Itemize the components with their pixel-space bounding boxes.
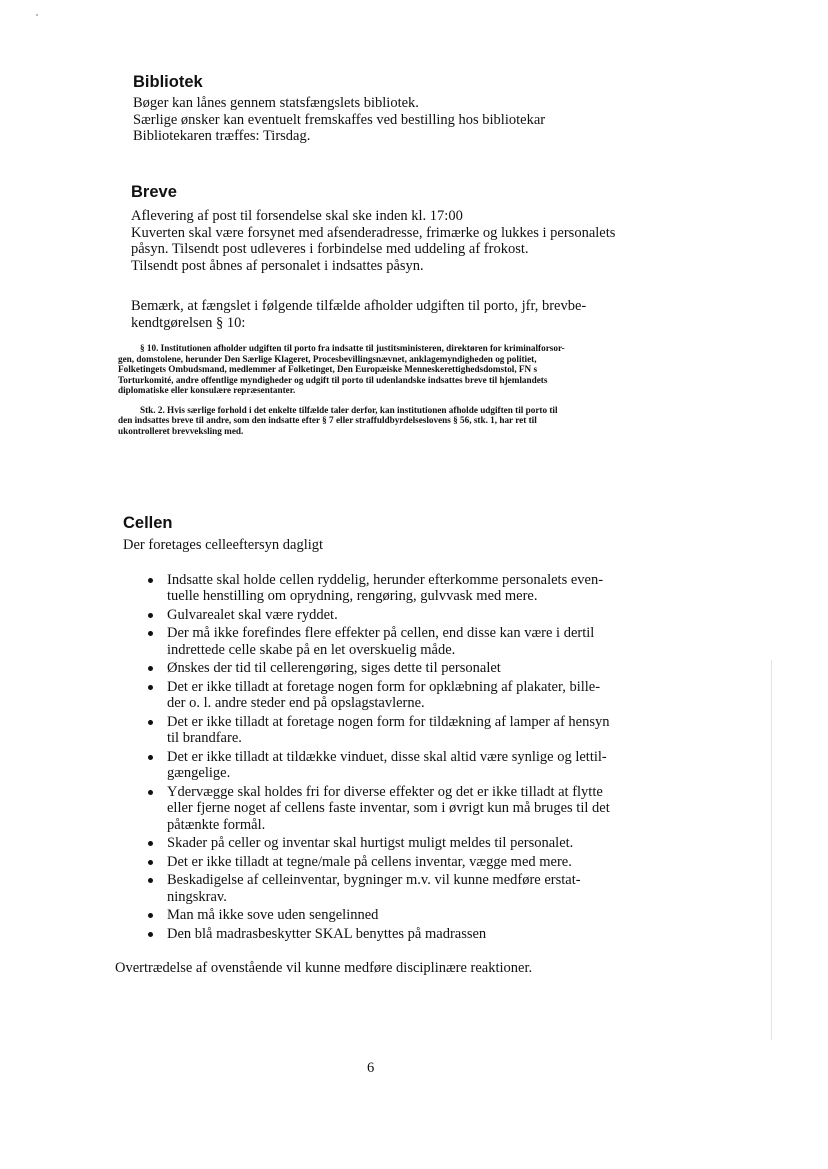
scan-speck	[36, 14, 38, 16]
list-item-line: gængelige.	[167, 765, 231, 781]
list-item-line: tuelle henstilling om oprydning, rengøring, gulvvask med mere.	[167, 588, 538, 604]
list-item	[167, 926, 610, 943]
text-line: Kuverten skal være forsynet med afsenderadresse, frimærke og lukkes i personalets	[131, 224, 616, 241]
list-item-line: Der må ikke forefindes flere effekter på cellen, end disse kan være i dertil	[167, 625, 595, 641]
law-line: Folketingets Ombudsmand, medlemmer af Folketinget, Den Europæiske Menneskerettighedsdomstol, FN s	[118, 364, 538, 374]
porto-note	[131, 298, 615, 331]
page-number: 6	[367, 1060, 375, 1076]
list-item-line: Ydervægge skal holdes fri for diverse effekter og det er ikke tilladt at flytte	[167, 783, 603, 800]
law-line: § 10. Institutionen afholder udgiften til porto fra indsatte til justitsministeren, direktøren for kriminalforsor-	[140, 343, 565, 353]
list-item	[167, 572, 610, 605]
list-item-line: Den blå madrasbeskytter SKAL benyttes på madrassen	[167, 925, 487, 942]
list-item-line: Det er ikke tilladt at foretage nogen form for opklæbning af plakater, bille-	[167, 678, 601, 695]
section-cellen	[115, 513, 610, 977]
text-line: påsyn. Tilsendt post udleveres i forbindelse med uddeling af frokost.	[131, 241, 529, 257]
scan-edge-line	[771, 660, 772, 1040]
text-line: Særlige ønsker kan eventuelt fremskaffes ved bestilling hos bibliotekar	[133, 111, 546, 128]
list-item	[167, 607, 610, 624]
list-item	[167, 625, 610, 658]
law-line: diplomatiske eller konsulære repræsentanter.	[118, 385, 296, 395]
list-item-line: ningskrav.	[167, 888, 227, 905]
list-item-line: eller fjerne noget af cellens faste inventar, som i øvrigt kun må bruges til det	[167, 800, 610, 816]
text-line: Bibliotekaren træffes: Tirsdag.	[133, 128, 311, 144]
text-line: Tilsendt post åbnes af personalet i indsattes påsyn.	[131, 257, 424, 274]
list-item-line: Beskadigelse af celleinventar, bygninger m.v. vil kunne medføre erstat-	[167, 872, 581, 888]
list-item-line: Det er ikke tilladt at tegne/male på cellens inventar, vægge med mere.	[167, 853, 572, 870]
list-item	[167, 872, 610, 905]
law-line: ukontrolleret brevveksling med.	[118, 425, 244, 436]
section-breve	[118, 182, 616, 436]
law-line: Stk. 2. Hvis særlige forhold i det enkelte tilfælde taler derfor, kan institutionen afholde udgiften til porto til	[140, 404, 558, 415]
list-item-line: Det er ikke tilladt at tildække vinduet, disse skal altid være synlige og lettil-	[167, 748, 607, 765]
list-item	[167, 784, 610, 834]
list-item	[167, 749, 610, 782]
list-item-line: indrettede celle skabe på en let overskuelig måde.	[167, 641, 456, 658]
text-line: Bøger kan lånes gennem statsfængslets bibliotek.	[133, 95, 419, 111]
list-item	[167, 679, 610, 712]
section-heading: Bibliotek	[133, 73, 203, 91]
list-item-line: Skader på celler og inventar skal hurtigst muligt meldes til personalet.	[167, 835, 574, 851]
list-item-line: Ønskes der tid til cellerengøring, siges dette til personalet	[167, 660, 501, 676]
list-item	[167, 907, 610, 924]
list-item	[167, 714, 610, 747]
list-item-line: påtænkte formål.	[167, 816, 266, 833]
list-item-line: Det er ikke tilladt at foretage nogen form for tildækning af lamper af hensyn	[167, 713, 610, 730]
list-item-line: der o. l. andre steder end på opslagstavlerne.	[167, 695, 425, 711]
text-line: kendtgørelsen § 10:	[131, 314, 246, 331]
list-item	[167, 660, 610, 677]
law-line: den indsattes breve til andre, som den indsatte efter § 7 eller straffuldbyrdelseslovens § 56, stk. 1, har ret til	[118, 415, 537, 425]
cellen-rules-list	[167, 572, 610, 943]
cellen-intro: Der foretages celleeftersyn dagligt	[123, 537, 324, 553]
law-line: Torturkomité, andre offentlige myndigheder og udgift til porto til udenlandske indsattes breve til hjemlandets	[118, 374, 548, 385]
list-item-line: Indsatte skal holde cellen ryddelig, herunder efterkomme personalets even-	[167, 571, 604, 588]
cellen-closing: Overtrædelse af ovenstående vil kunne medføre disciplinære reaktioner.	[115, 960, 533, 976]
list-item	[167, 854, 610, 871]
text-line: Aflevering af post til forsendelse skal ske inden kl. 17:00	[131, 208, 463, 224]
list-item-line: Gulvarealet skal være ryddet.	[167, 606, 338, 623]
text-line: Bemærk, at fængslet i følgende tilfælde afholder udgiften til porto, jfr, brevbe-	[131, 298, 587, 314]
list-item	[167, 835, 610, 852]
list-item-line: Man må ikke sove uden sengelinned	[167, 907, 379, 923]
section-heading: Cellen	[123, 514, 173, 532]
list-item-line: til brandfare.	[167, 730, 242, 746]
section-heading: Breve	[131, 183, 177, 201]
section-bibliotek	[133, 72, 545, 145]
law-line: gen, domstolene, herunder Den Særlige Klageret, Procesbevillingsnævnet, anklagemyndigheden og politiet,	[118, 353, 537, 364]
law-excerpt	[118, 343, 615, 436]
